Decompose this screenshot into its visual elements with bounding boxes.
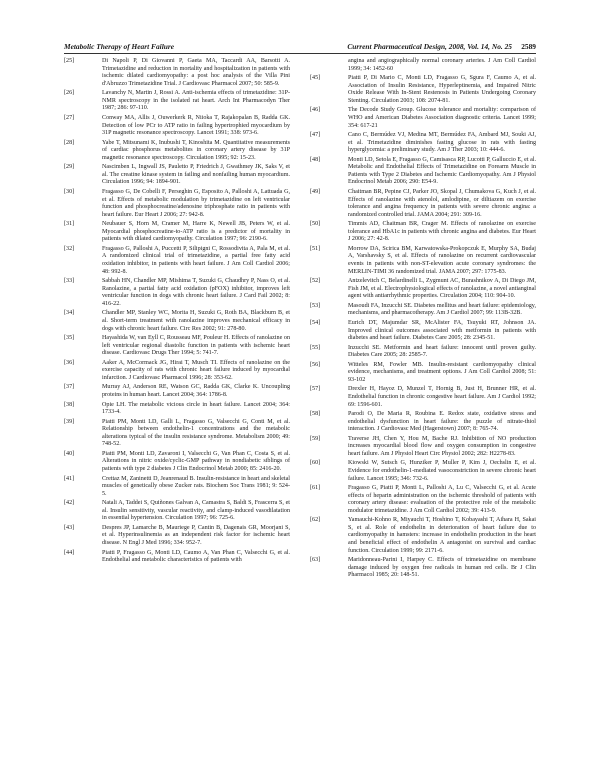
reference-entry bbox=[64, 164, 290, 187]
reference-entry bbox=[64, 246, 290, 276]
reference-number: [26] bbox=[64, 90, 75, 97]
reference-number: [45] bbox=[310, 75, 321, 82]
reference-text: Yabe T, Mitsunami K, Inubushi T, Kinoshita M. Quantitative measurements of cardiac phosphorus metabolites in coronary artery disease by 31P magnetic resonance spectroscopy. Circulation 1995; 92: 15-23. bbox=[102, 139, 290, 161]
reference-number: [34] bbox=[64, 310, 75, 317]
reference-text: Monti LD, Setola E, Fragasso G, Camisasca RP, Lucotti P, Galluccio E, et al. Metabolic and Endothelial Effects of Trimetazidine on Forearm Muscle in Patients with Type 2 Diabetes and Ischemic Cardiomyopathy. Am J Physiol Endocrinol Metab 2006; 290: E54-9. bbox=[348, 156, 536, 186]
reference-text: Piatti PM, Monti LD, Zavaroni I, Valsecchi G, Van Phan C, Costa S, et al. Alterations in nitric oxide/cyclic-GMP pathway in nondiabetic siblings of patients with type 2 diabetes J Clin Endocrinol Metab 2000; 85: 2416-20. bbox=[102, 450, 290, 473]
reference-text: angina and angiographically normal coronary arteries. J Am Coll Cardiol 1999; 34: 1452-60 bbox=[348, 58, 536, 72]
reference-text: Fragasso G, Palloshi A, Puccetti P, Silipigni C, Rossodivita A, Pala M, et al. A randomized clinical trial of trimetazidine, a partial free fatty acid oxidation inhibitor, in patients with heart failure. J Am Coll Cardiol 2006; 48: 992-8. bbox=[102, 245, 290, 275]
reference-number: [42] bbox=[64, 500, 75, 507]
reference-entry bbox=[64, 310, 290, 333]
reference-text: Piatti PM, Monti LD, Galli L, Fragasso G, Valsecchi G, Conti M, et al. Relationship between endothelin-1 concentrations and the metabolic alterations typical of the insulin resistance syndrome. Metabolism 2000; 49: 748-52. bbox=[102, 418, 290, 448]
running-title: Metabolic Therapy of Heart Failure bbox=[64, 42, 175, 51]
reference-number: [35] bbox=[64, 335, 75, 342]
reference-number: [33] bbox=[64, 278, 75, 285]
page-number: 2589 bbox=[521, 42, 536, 51]
reference-entry bbox=[64, 335, 290, 358]
reference-entry bbox=[64, 419, 290, 449]
reference-text: Morrow DA, Scirica BM, Karwatowska-Prokopczuk E, Murphy SA, Budaj A, Varshavsky S, et al. Effects of ranolazine on recurrent cardiovascular events in patients with non-ST-elevation acute coronary syndromes: the MERLIN-TIMI 36 randomized trial. JAMA 2007; 297: 1775-83. bbox=[348, 245, 536, 275]
journal-citation: Current Pharmaceutical Design, 2008, Vol. 14, No. 25 bbox=[347, 42, 512, 51]
reference-entry bbox=[310, 107, 536, 130]
reference-number: [28] bbox=[64, 139, 75, 146]
reference-text: Piatti P, Di Mario C, Monti LD, Fragasso G, Sgura F, Caumo A, et al. Association of Insulin Resistance, Hyperleptinemia, and Impaired Nitric Oxide Release With In-Stent Restenosis in Patients Undergoing Coronary Stenting. Circulation 2003; 108: 2074-81. bbox=[348, 75, 536, 104]
reference-text: Cano C, Bermúdez VJ, Medina MT, Bermúdez FA, Ambard MJ, Souki AJ, et al. Trimetazidine diminishes fasting glucose in rats with fasting hyperglycemia: a preliminary study. Am J Ther 2003; 10: 444-6. bbox=[348, 132, 536, 154]
reference-text: Timmis AD, Chaitman BR, Crager M. Effects of ranolazine on exercise tolerance and HbA1c in patients with chronic angina and diabetes. Eur Heart J 2006; 27: 42-8. bbox=[348, 221, 536, 243]
reference-number: [44] bbox=[64, 549, 75, 556]
reference-entry bbox=[64, 90, 290, 113]
reference-entry bbox=[310, 320, 536, 343]
reference-number: [25] bbox=[64, 58, 75, 64]
reference-entry bbox=[310, 517, 536, 555]
reference-number: [37] bbox=[64, 384, 75, 391]
reference-entry bbox=[310, 157, 536, 187]
reference-entry bbox=[310, 58, 536, 73]
reference-text: Di Napoli P, Di Giovanni P, Gaeta MA, Taccardi AA, Barsotti A. Trimetazidine and reduction in mortality and hospitalization in patients with ischemic dilated cardiomyopathy: a post hoc analysis of the Villa Pini d'Abruzzo Trimetazidine Trial. J Cardiovasc Pharmacol 2007; 50: 585-9. bbox=[102, 58, 290, 87]
reference-number: [54] bbox=[310, 319, 321, 326]
reference-text: Yamauchi-Kohno R, Miyauchi T, Hoshino T, Kobayashi T, Aihara H, Sakai S, et al. Role of endothelin in deterioration of heart failure due to cardiomyopathy in hamsters: increase in endothelin production in the heart and beneficial effect of endothelin A antagonist on survival and cardiac function. Circulation 1999; 99: 2171-6. bbox=[348, 517, 536, 554]
reference-entry bbox=[64, 476, 290, 499]
reference-entry bbox=[310, 221, 536, 244]
reference-entry bbox=[310, 386, 536, 409]
references-right-column bbox=[310, 58, 536, 582]
reference-text: Eurich DT, Majumdar SR, McAlister FA, Tsuyuki RT, Johnson JA. Improved clinical outcomes associated with metformin in patients with diabetes and heart failure. Diabetes Care 2005; 28: 2345-51. bbox=[348, 319, 536, 342]
reference-text: Antzelevitch C, Belardinelli L, Zygmunt AC, Burashnikov A, Di Diego JM, Fish JM, et al. Electrophysiological effects of ranolazine, a novel antianginal agent with antiarrhythmic properties. Circulation 2004; 110: 904-10. bbox=[348, 278, 536, 300]
reference-number: [39] bbox=[64, 418, 75, 425]
reference-entry bbox=[310, 75, 536, 105]
reference-number: [58] bbox=[310, 411, 321, 417]
reference-entry bbox=[64, 360, 290, 383]
reference-entry bbox=[64, 189, 290, 219]
reference-text: Despres JP, Lamarche B, Mauriege P, Cantin B, Dagenais GR, Moorjani S, et al. Hyperinsulinemia as an independent risk factor for ischemic heart disease. N Engl J Med 1996; 334: 952-7. bbox=[102, 524, 290, 547]
reference-text: Opie LH. The metabolic vicious circle in heart failure. Lancet 2004; 364: 1733-4. bbox=[102, 401, 290, 416]
reference-number: [31] bbox=[64, 221, 75, 228]
reference-text: Hayashida W, van Eyll C, Rousseau MF, Pouleur H. Effects of ranolazine on left ventricular regional diastolic function in patients with ischemic heart disease. Cardiovasc Drugs Ther 1994; 5: 741-7. bbox=[102, 335, 290, 357]
reference-number: [52] bbox=[310, 278, 321, 285]
reference-entry bbox=[64, 384, 290, 399]
reference-number: [32] bbox=[64, 245, 75, 252]
reference-text: The Decode Study Group. Glucose tolerance and mortality: comparison of WHO and American Diabetes Association diagnostic criteria. Lancet 1999; 354: 617-21 bbox=[348, 107, 536, 129]
reference-text: Kiowski W, Sutsch G, Hunziker P, Muller P, Kim J, Oechslin E, et al. Evidence for endothelin-1-mediated vasoconstriction in severe chronic heart failure. Lancet 1995; 346: 732-6. bbox=[348, 460, 536, 482]
reference-number: [46] bbox=[310, 107, 321, 114]
reference-entry bbox=[310, 436, 536, 459]
reference-entry bbox=[310, 345, 536, 360]
reference-number: [27] bbox=[64, 114, 75, 121]
reference-text: Fragasso G, De Cobelli F, Perseghin G, Esposito A, Palloshi A, Lattuada G, et al. Effects of metabolic modulation by trimetazidine on left ventricular function and phosphocreatine/adenosine triphosphate ratio in patients with heart failure. Eur Heart J 2006; 27: 942-8. bbox=[102, 188, 290, 218]
reference-text: Sabbah HN, Chandler MP, Mishima T, Suzuki G, Chaudhry P, Nass O, et al. Ranolazine, a partial fatty acid oxidation (pFOX) inhibitor, improves left ventricular function in dogs with chronic heart failure. J Card Fail 2002; 8: 416-22. bbox=[102, 278, 290, 307]
reference-text: Chandler MP, Stanley WC, Morita H, Suzuki G, Roth BA, Blackburn B, et al. Short-term treatment with ranolazine improves mechanical efficacy in dogs with chronic heart failure. Circ Res 2002; 91: 278-80. bbox=[102, 310, 290, 332]
reference-entry bbox=[64, 58, 290, 88]
reference-text: Inzucchi SE. Metformin and heart failure: innocent until proven guilty. Diabetes Care 2005; 28: 2585-7. bbox=[348, 344, 536, 359]
reference-number: [40] bbox=[64, 450, 75, 457]
reference-number: [41] bbox=[64, 475, 75, 482]
reference-text: Nascimben L, Ingwall JS, Pauletto P, Friedrich J, Gwathmey JK, Saks V, et al. The creatine kinase system in failing and nonfailing human myocardium. Circulation 1996; 94: 1894-901. bbox=[102, 164, 290, 186]
reference-number: [56] bbox=[310, 361, 321, 368]
reference-entry bbox=[64, 221, 290, 244]
reference-entry bbox=[310, 246, 536, 276]
reference-number: [38] bbox=[64, 401, 75, 408]
reference-entry bbox=[310, 411, 536, 434]
reference-text: Witteles RM, Fowler MB. Insulin-resistant cardiomyopathy clinical evidence, mechanisms, and treatment options. J Am Coll Cardiol 2008; 51: 93-102 bbox=[348, 361, 536, 383]
reference-number: [30] bbox=[64, 188, 75, 195]
reference-text: Masoudi FA, Inzucchi SE. Diabetes mellitus and heart failure: epidemiology, mechanisms, and pharmacotherapy. Am J Cardiol 2007; 99: 113B-32B. bbox=[348, 302, 536, 317]
references-left-column bbox=[64, 58, 290, 567]
reference-text: Natali A, Taddei S, Quiñones Galvan A, Camastra S, Baldi S, Frascerra S, et al. Insulin sensitivity, vascular reactivity, and clamp-induced vasodilatation in essential hypertension. Circulation 1997; 96: 725-6. bbox=[102, 500, 290, 522]
reference-number bbox=[310, 58, 348, 73]
reference-entry bbox=[310, 132, 536, 155]
reference-number: [55] bbox=[310, 344, 321, 351]
reference-entry bbox=[310, 189, 536, 219]
reference-number: [59] bbox=[310, 435, 321, 442]
reference-number: [57] bbox=[310, 386, 321, 393]
reference-entry bbox=[310, 460, 536, 483]
reference-entry bbox=[310, 485, 536, 515]
reference-entry bbox=[64, 278, 290, 308]
reference-number: [29] bbox=[64, 164, 75, 171]
reference-entry bbox=[310, 278, 536, 301]
reference-entry bbox=[64, 550, 290, 565]
reference-text: Neubauer S, Horn M, Cramer M, Harre K, Newell JB, Peters W, et al. Myocardial phosphocreatine-to-ATP ratio is a predictor of mortality in patients with dilated cardiomyopathy. Circulation 1997; 96: 2190-6. bbox=[102, 221, 290, 243]
reference-text: Parodi O, De Maria R, Roubina E. Redox state, oxidative stress and endothelial dysfunction in heart failure: the puzzle of nitrate-thiol interaction. J Cardiovasc Med (Hagerstown) 2007; 8: 765-74. bbox=[348, 411, 536, 433]
reference-text: Lavanchy N, Martin J, Rossi A. Anti-ischemia effects of trimetazidine: 31P-NMR spectroscopy in the isolated rat heart. Arch Int Pharmacodyn Ther 1987; 286: 97-110. bbox=[102, 90, 290, 112]
reference-number: [50] bbox=[310, 221, 321, 228]
reference-number: [48] bbox=[310, 156, 321, 163]
reference-text: Maridonneau-Parini I, Harpey C. Effects of trimetazidine on membrane damage induced by oxygen free radicals in human red cells. Br J Clin Pharmacol 1985; 20: 148-51. bbox=[348, 557, 536, 579]
reference-number: [51] bbox=[310, 245, 321, 252]
reference-entry bbox=[64, 525, 290, 548]
reference-text: Traverse JH, Chen Y, Hou M, Bache RJ. Inhibition of NO production increases myocardial blood flow and oxygen consumption in congestive heart failure. Am J Physiol Heart Circ Physiol 2002; 282: H2278-83. bbox=[348, 435, 536, 457]
reference-entry bbox=[64, 140, 290, 163]
reference-text: Aaker A, McCormack JG, Hirai T, Musch TI. Effects of ranolazine on the exercise capacity of rats with chronic heart failure induced by myocardial infarction. J Cardiovasc Pharmacol 1996; 28: 353-62. bbox=[102, 359, 290, 381]
reference-number: [49] bbox=[310, 188, 321, 195]
reference-text: Conway MA, Allis J, Ouwerkerk R, Niioka T, Rajakopalan B, Radda GK. Detection of low PCr to ATP ratio in failing hypertrophied myocardium by 31P magnetic resonance spectroscopy. Lancet 1991; 338: 973-6. bbox=[102, 114, 290, 137]
reference-number: [60] bbox=[310, 460, 321, 467]
reference-text: Fragasso G, Piatti P, Monti L, Palloshi A, Lu C, Valsecchi G, et al. Acute effects of heparin administration on the ischemic threshold of patients with coronary artery disease: evaluation of the protective role of the metabolic modulator trimetazidine. J Am Coll Cardiol 2002; 39: 413-9. bbox=[348, 485, 536, 514]
reference-number: [62] bbox=[310, 517, 321, 524]
reference-entry bbox=[310, 303, 536, 318]
header-rule bbox=[64, 53, 536, 54]
reference-text: Crettaz M, Zaninetti D, Jeanrenaud B. Insulin-resistance in heart and skeletal muscles of genetically obese Zucker rats. Biochem Soc Trans 1981; 9: 524-5. bbox=[102, 475, 290, 497]
reference-entry bbox=[310, 557, 536, 580]
reference-entry bbox=[64, 115, 290, 138]
reference-text: Piatti P, Fragasso G, Monti LD, Caumo A, Van Phan C, Valsecchi G, et al. Endothelial and metabolic characteristics of patients with bbox=[102, 549, 290, 564]
reference-text: Murray AJ, Anderson RE, Watson GC, Radda GK, Clarke K. Uncoupling proteins in human heart. Lancet 2004; 364: 1786-8. bbox=[102, 384, 290, 399]
reference-number: [53] bbox=[310, 302, 321, 309]
reference-entry bbox=[64, 402, 290, 417]
reference-number: [61] bbox=[310, 485, 321, 492]
reference-text: Chaitman BR, Pepine CJ, Parker JO, Skopal J, Chumakova G, Kuch J, et al. Effects of ranolazine with atenolol, amlodipine, or diltiazem on exercise tolerance and angina frequency in patients with severe chronic angina: a randomized controlled trial. JAMA 2004; 291: 309-16. bbox=[348, 188, 536, 218]
reference-number: [36] bbox=[64, 359, 75, 366]
reference-number: [47] bbox=[310, 132, 321, 139]
reference-number: [43] bbox=[64, 524, 75, 531]
reference-entry bbox=[64, 500, 290, 523]
reference-number: [63] bbox=[310, 557, 321, 564]
reference-entry bbox=[64, 451, 290, 474]
reference-entry bbox=[310, 362, 536, 385]
reference-text: Drexler H, Hayoz D, Munzel T, Hornig B, Just H, Brunner HR, et al. Endothelial function in chronic congestive heart failure. Am J Cardiol 1992; 69: 1596-601. bbox=[348, 386, 536, 408]
